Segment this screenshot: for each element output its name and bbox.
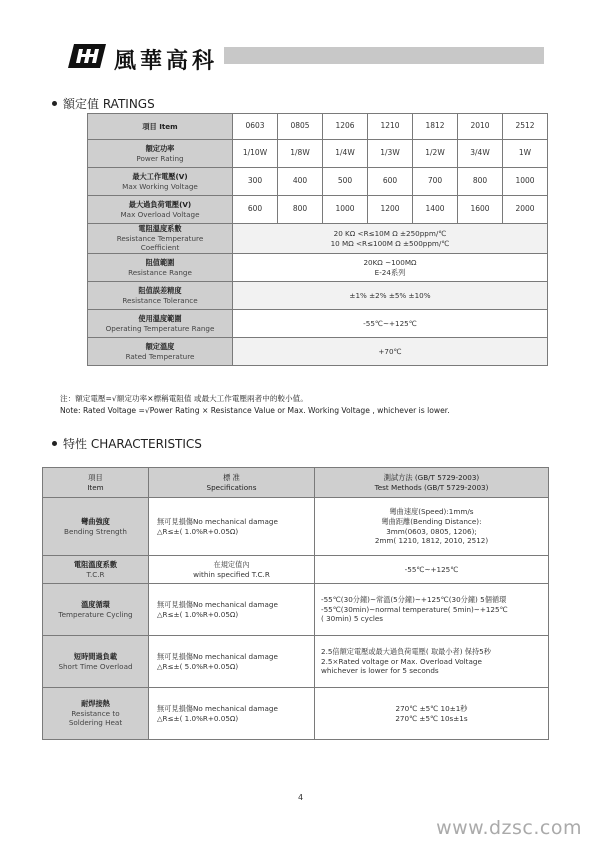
table-row [88,310,548,338]
ratings-table [87,113,548,366]
span-cell: 20KΩ ~100MΩ E-24系列 [233,254,548,282]
ratings-notes [60,393,450,417]
table-row [43,584,549,636]
test-cell: 彎曲速度(Speed):1mm/s 彎曲距離(Bending Distance): 3mm(0603, 0805, 1206); 2mm( 1210, 1812, 2010, 2512) [315,498,549,556]
table-cell: 1W [503,140,548,168]
row-label: 額定溫度 Rated Temperature [88,338,233,366]
header-item: 項目 Item [43,468,149,498]
row-label: 使用溫度範圍 Operating Temperature Range [88,310,233,338]
size-header: 0805 [278,114,323,140]
table-cell: 1/3W [368,140,413,168]
span-cell: ±1% ±2% ±5% ±10% [233,282,548,310]
table-cell: 600 [368,168,413,196]
spec-cell: 無可見損傷No mechanical damage △R≤±( 1.0%R+0.05Ω) [149,498,315,556]
table-cell: 1000 [503,168,548,196]
header-bar [224,47,544,64]
table-cell: 1/8W [278,140,323,168]
table-cell: 500 [323,168,368,196]
span-cell: 20 KΩ <R≤10M Ω ±250ppm/℃ 10 MΩ <R≤100M Ω ±500ppm/℃ [233,224,548,254]
ratings-header-label: 項目 Item [88,114,233,140]
note-en: Note: Rated Voltage =√Power Rating × Resistance Value or Max. Working Voltage , whichever is lower. [60,406,450,416]
table-cell: 1000 [323,196,368,224]
table-cell: 1600 [458,196,503,224]
test-cell: -55℃~+125℃ [315,556,549,584]
table-row [88,140,548,168]
size-header: 1210 [368,114,413,140]
company-logo-icon [68,42,106,70]
size-header: 1206 [323,114,368,140]
table-cell: 2000 [503,196,548,224]
table-row [43,498,549,556]
test-cell: -55℃(30分鐘)~常溫(5分鐘)~+125℃(30分鐘) 5個循環 -55℃(30min)~normal temperature( 5min)~+125℃ ( 30min) 5 cycles [315,584,549,636]
table-cell: 3/4W [458,140,503,168]
header-test: 測試方法 (GB/T 5729-2003) Test Methods (GB/T 5729-2003) [315,468,549,498]
table-cell: 800 [458,168,503,196]
table-row [88,338,548,366]
table-cell: 800 [278,196,323,224]
span-cell: +70℃ [233,338,548,366]
row-label: 電阻溫度系數 T.C.R [43,556,149,584]
page-number: 4 [298,793,304,802]
brand-name: 風華高科 [114,48,219,74]
table-row [88,168,548,196]
row-label: 最大過負荷電壓(V) Max Overload Voltage [88,196,233,224]
table-row [43,688,549,740]
characteristics-title-text: 特性 CHARACTERISTICS [63,437,202,451]
page-header [68,42,548,72]
watermark: www.dzsc.com [436,817,582,839]
spec-cell: 無可見損傷No mechanical damage △R≤±( 5.0%R+0.05Ω) [149,636,315,688]
size-header: 2512 [503,114,548,140]
span-cell: -55℃~+125℃ [233,310,548,338]
table-cell: 1200 [368,196,413,224]
row-label: 額定功率 Power Rating [88,140,233,168]
table-row [88,224,548,254]
table-cell: 1/2W [413,140,458,168]
row-label: 電阻溫度系數 Resistance Temperature Coefficient [88,224,233,254]
table-cell: 1400 [413,196,458,224]
row-label: 阻值誤差精度 Resistance Tolerance [88,282,233,310]
table-cell: 600 [233,196,278,224]
table-row [88,196,548,224]
table-row [43,556,549,584]
size-header: 2010 [458,114,503,140]
characteristics-section-title [52,435,202,452]
table-cell: 400 [278,168,323,196]
test-cell: 2.5倍額定電壓或最大過負荷電壓( 取最小者) 保持5秒 2.5×Rated voltage or Max. Overload Voltage whichever is lower for 5 seconds [315,636,549,688]
size-header: 1812 [413,114,458,140]
bullet-icon [52,101,57,106]
table-cell: 700 [413,168,458,196]
row-label: 耐焊接熱 Resistance to Soldering Heat [43,688,149,740]
row-label: 短時間過負載 Short Time Overload [43,636,149,688]
note-cn: 注：額定電壓=√額定功率×標稱電阻值 或最大工作電壓兩者中的較小值。 [60,394,308,403]
header-spec: 標 准 Specifications [149,468,315,498]
row-label: 最大工作電壓(V) Max Working Voltage [88,168,233,196]
ratings-header-row [88,114,548,140]
table-cell: 300 [233,168,278,196]
spec-cell: 無可見損傷No mechanical damage △R≤±( 1.0%R+0.05Ω) [149,688,315,740]
characteristics-header-row [43,468,549,498]
row-label: 彎曲強度 Bending Strength [43,498,149,556]
row-label: 溫度循環 Temperature Cycling [43,584,149,636]
table-row [43,636,549,688]
ratings-section-title [52,95,155,112]
table-cell: 1/10W [233,140,278,168]
table-cell: 1/4W [323,140,368,168]
size-header: 0603 [233,114,278,140]
table-row [88,254,548,282]
row-label: 阻值範圍 Resistance Range [88,254,233,282]
table-row [88,282,548,310]
ratings-title-text: 額定值 RATINGS [63,97,155,111]
test-cell: 270℃ ±5℃ 10±1秒 270℃ ±5℃ 10s±1s [315,688,549,740]
characteristics-table [42,467,549,740]
bullet-icon [52,441,57,446]
spec-cell: 無可見損傷No mechanical damage △R≤±( 1.0%R+0.05Ω) [149,584,315,636]
spec-cell: 在規定值內 within specified T.C.R [149,556,315,584]
